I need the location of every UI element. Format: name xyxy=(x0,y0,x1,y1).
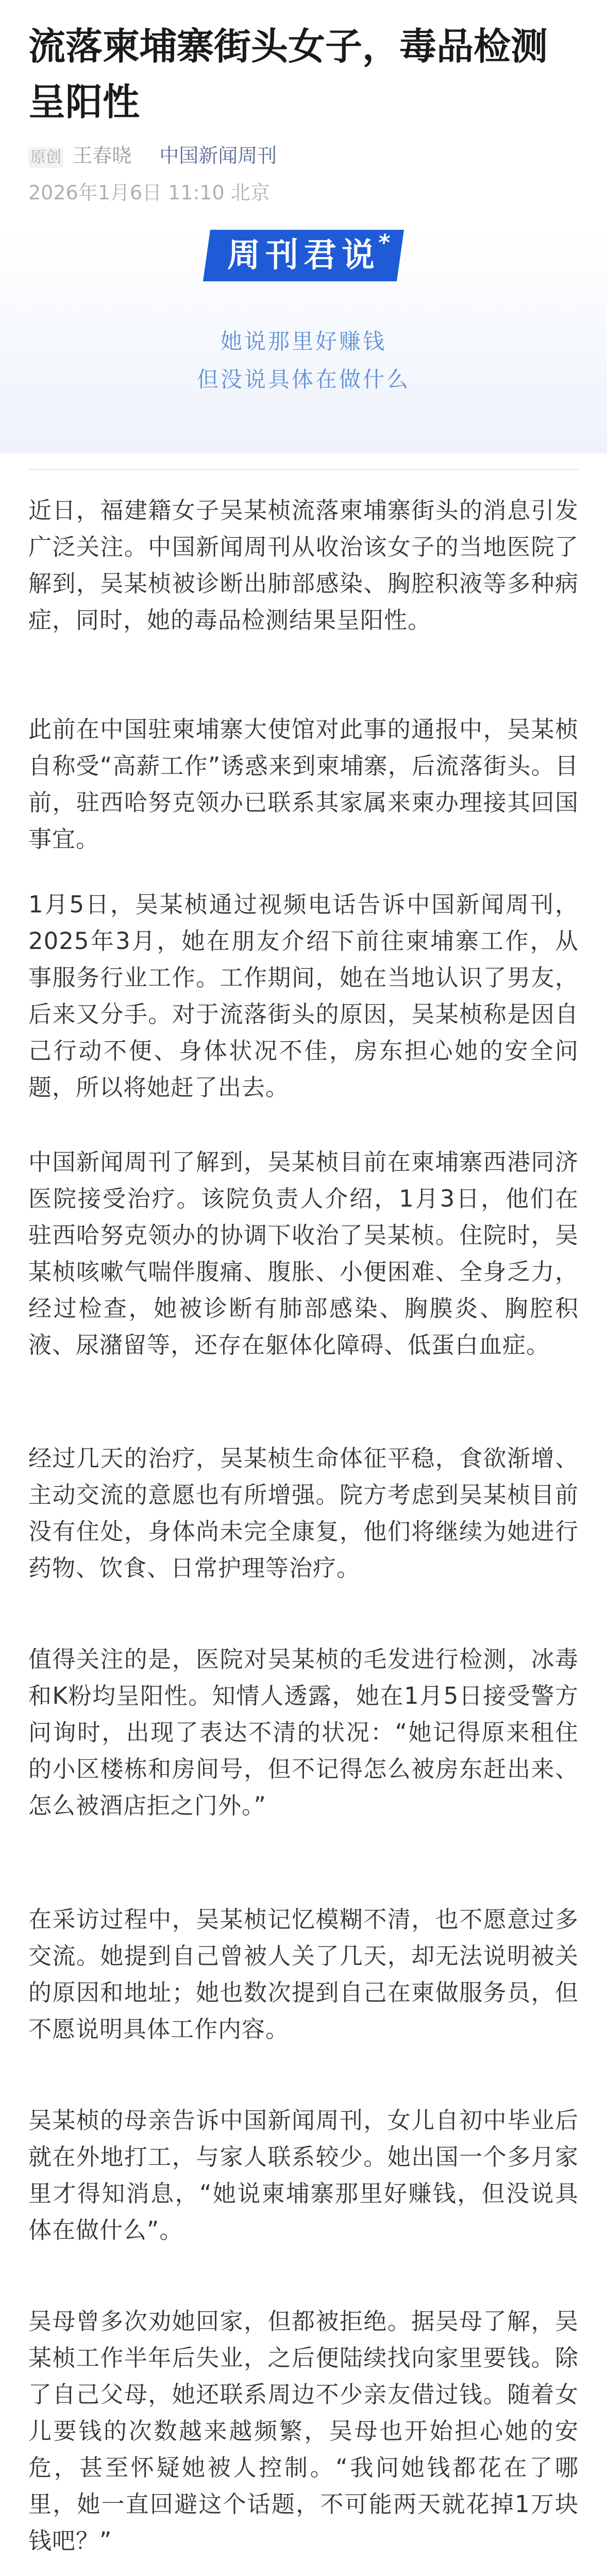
paragraph: 在采访过程中，吴某桢记忆模糊不清，也不愿意过多交流。她提到自己曾被人关了几天，却无法说明被关的原因和地址；她也数次提到自己在柬做服务员，但不愿说明具体工作内容。 xyxy=(28,1906,579,2043)
star-icon: * xyxy=(376,230,397,256)
account-name-link[interactable]: 中国新闻周刊 xyxy=(159,144,277,167)
article-title: 流落柬埔寨街头女子，毒品检测呈阳性 xyxy=(28,25,548,124)
author-name: 王春晓 xyxy=(73,144,132,167)
paragraph: 中国新闻周刊了解到，吴某桢目前在柬埔寨西港同济医院接受治疗。该院负责人介绍，1月3日，他们在驻西哈努克领办的协调下收治了吴某桢。住院时，吴某桢咳嗽气喘伴腹痛、腹胀、小便困难、全身乏力，经过检查，她被诊断有肺部感染、胸膜炎、胸腔积液、尿潴留等，还存在躯体化障碍、低蛋白血症。 xyxy=(28,1148,579,1359)
column-logo xyxy=(203,230,404,281)
paragraph: 此前在中国驻柬埔寨大使馆对此事的通报中，吴某桢自称受“高薪工作”诱惑来到柬埔寨，后流落街头。目前，驻西哈努克领办已联系其家属来柬办理接其回国事宜。 xyxy=(28,716,579,853)
publish-location: 北京 xyxy=(230,181,270,204)
publish-datetime: 2026年1月6日 11:10 xyxy=(28,181,225,204)
paragraph: 值得关注的是，医院对吴某桢的毛发进行检测，冰毒和K粉均呈阳性。知情人透露，她在1月5日接受警方问询时，出现了表达不清的状况：“她记得原来租住的小区楼栋和房间号，但不记得怎么被房东赶出来、怎么被酒店拒之门外。” xyxy=(28,1646,579,1819)
paragraph: 1月5日，吴某桢通过视频电话告诉中国新闻周刊，2025年3月，她在朋友介绍下前往柬埔寨工作，从事服务行业工作。工作期间，她在当地认识了男友，后来又分手。对于流落街头的原因，吴某桢称是因自己行动不便、身体状况不佳，房东担心她的安全问题，所以将她赶了出去。 xyxy=(28,891,579,1101)
paragraph: 经过几天的治疗，吴某桢生命体征平稳，食欲渐增、主动交流的意愿也有所增强。院方考虑到吴某桢目前没有住处，身体尚未完全康复，他们将继续为她进行药物、饮食、日常护理等治疗。 xyxy=(28,1445,579,1582)
paragraph: 吴某桢的母亲告诉中国新闻周刊，女儿自初中毕业后就在外地打工，与家人联系较少。她出国一个多月家里才得知消息，“她说柬埔寨那里好赚钱，但没说具体在做什么”。 xyxy=(28,2107,579,2244)
paragraph: 吴母曾多次劝她回家，但都被拒绝。据吴母了解，吴某桢工作半年后失业，之后便陆续找向家里要钱。除了自己父母，她还联系周边不少亲友借过钱。随着女儿要钱的次数越来越频繁，吴母也开始担心她的安危，甚至怀疑她被人控制。“我问她钱都花在了哪里，她一直回避这个话题，不可能两天就花掉1万块钱吧？” xyxy=(28,2308,579,2554)
banner-quote-line-2: 但没说具体在做什么 xyxy=(196,367,410,392)
column-logo-text: 周刊君说 xyxy=(227,236,380,275)
paragraph: 近日，福建籍女子吴某桢流落柬埔寨街头的消息引发广泛关注。中国新闻周刊从收治该女子的当地医院了解到，吴某桢被诊断出肺部感染、胸腔积液等多种病症，同时，她的毒品检测结果呈阳性。 xyxy=(28,497,579,634)
article-meta-sub xyxy=(28,179,585,206)
original-badge: 原创 xyxy=(28,147,63,168)
section-divider xyxy=(28,469,579,470)
column-banner xyxy=(0,227,607,453)
banner-quote-line-1: 她说那里好赚钱 xyxy=(220,329,386,354)
article-meta xyxy=(28,142,585,170)
